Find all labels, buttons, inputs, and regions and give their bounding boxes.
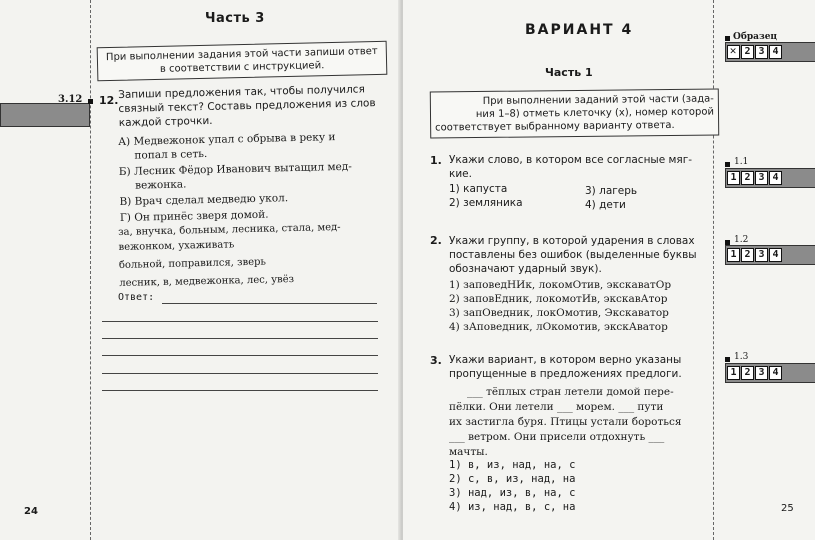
question-3-options [449, 458, 575, 514]
answer-box[interactable]: 4 [769, 366, 782, 380]
word-row: лесник, в, медвежонка, лес, увёз [119, 274, 295, 289]
word-row: больной, поправился, зверь [118, 256, 267, 271]
option: 3) над, из, в, на, с [449, 487, 576, 499]
question-3-number: 3. [430, 354, 442, 367]
question-3-text [449, 353, 682, 381]
question-line: пропущенные в предложениях предлоги. [449, 368, 682, 380]
answer-box[interactable]: 2 [741, 366, 754, 380]
passage-line: мачты. [449, 446, 488, 458]
option: 1) капуста [449, 183, 508, 195]
sentence-a: А) Медвежонок упал с обрыва в реку и попал в сеть. [118, 131, 336, 162]
option: 4) из, над, в, с, на [449, 501, 576, 513]
question-2-number: 2. [430, 234, 442, 247]
sample-answer-boxes [727, 45, 782, 59]
question-line: каждой строчки. [118, 114, 213, 129]
margin-marker [725, 357, 730, 362]
variant-title: ВАРИАНТ 4 [525, 22, 634, 38]
answer-label-1-2: 1.2 [734, 235, 749, 245]
answer-boxes-1-2[interactable] [727, 248, 782, 262]
answer-box[interactable]: 2 [741, 248, 754, 262]
option: 1) в, из, над, на, с [449, 459, 576, 471]
option: 2) заповЕдник, локомотИв, экскавАтор [449, 293, 668, 305]
question-line: Укажи вариант, в котором верно указаны [449, 354, 682, 366]
margin-marker [725, 36, 730, 41]
instruction-line: При выполнении заданий этой части (зада- [482, 93, 714, 107]
question-3-passage [449, 385, 711, 460]
question-1-number: 1. [430, 154, 442, 167]
sentence-list [118, 130, 353, 225]
answer-box[interactable]: 3 [755, 171, 768, 185]
answer-box: 2 [741, 45, 754, 59]
part-3-instruction: При выполнении задания этой части запиши ответ в соответствии с инструкцией. [97, 41, 388, 82]
answer-field-3-12 [0, 103, 90, 127]
instruction-line: соответствует выбранному варианту ответа. [435, 119, 675, 134]
option: 4) зАповедник, лОкомотив, экскАватор [449, 321, 668, 333]
cut-line [90, 0, 91, 540]
answer-box[interactable]: 1 [727, 171, 740, 185]
answer-box[interactable]: 1 [727, 366, 740, 380]
right-page [403, 0, 815, 540]
option: 2) с, в, из, над, на [449, 473, 576, 485]
answer-line[interactable] [102, 373, 378, 374]
passage-line: их застигла буря. Птицы устали бороться [449, 416, 682, 428]
question-line: кие. [449, 168, 472, 180]
question-1-text [449, 153, 692, 181]
answer-box[interactable]: 4 [769, 171, 782, 185]
option: 4) дети [585, 199, 626, 211]
answer-box[interactable]: 2 [741, 171, 754, 185]
answer-box[interactable]: 3 [755, 248, 768, 262]
option: 1) заповедНИк, локомОтив, экскаватОр [449, 279, 672, 291]
margin-label-3-12: 3.12 [58, 94, 83, 105]
question-line: Укажи группу, в которой ударения в словах [449, 235, 695, 247]
answer-label-1-1: 1.1 [734, 157, 749, 167]
sentence-b: Б) Лесник Фёдор Иванович вытащил мед- вежонка. [118, 160, 352, 192]
question-1-options-col2 [585, 184, 637, 212]
question-line: поставлены без ошибок (выделенные буквы [449, 249, 697, 261]
part-3-title: Часть 3 [205, 11, 265, 26]
passage-line: ___ ветром. Они присели отдохнуть ___ [449, 431, 665, 443]
question-line: связный текст? Составь предложения из слов [118, 97, 376, 115]
passage-line: пёлки. Они летели ___ морем. ___ пути [449, 401, 664, 413]
part-1-instruction [430, 88, 719, 138]
question-1-options-col1 [449, 182, 523, 210]
word-row: вежонком, ухаживать [118, 239, 235, 253]
answer-box[interactable]: 3 [755, 366, 768, 380]
answer-box[interactable]: 4 [769, 248, 782, 262]
sample-label: Образец [733, 32, 778, 42]
word-rows [118, 220, 342, 291]
answer-box: 4 [769, 45, 782, 59]
instruction-line: ния 1–8) отметь клеточку (х), номер которой [475, 106, 715, 121]
cut-line [713, 0, 714, 540]
margin-marker [88, 99, 93, 104]
left-page [0, 0, 402, 540]
answer-boxes-1-3[interactable] [727, 366, 782, 380]
passage-line: ___ тёплых стран летели домой пере- [467, 386, 674, 398]
part-1-title: Часть 1 [545, 66, 593, 79]
answer-line[interactable] [162, 303, 377, 304]
answer-line[interactable] [102, 321, 378, 322]
answer-label: Ответ: [118, 292, 155, 303]
question-line: Укажи слово, в котором все согласные мяг- [449, 154, 693, 166]
answer-box: 3 [755, 45, 768, 59]
question-2-options [449, 278, 671, 334]
sentence-c: В) Врач сделал медведю укол. [119, 192, 289, 208]
task-12-question [118, 82, 376, 130]
page-number-24: 24 [24, 506, 38, 517]
sentence-d: Г) Он принёс зверя домой. [119, 208, 269, 224]
answer-label-1-3: 1.3 [734, 352, 749, 362]
answer-line[interactable] [102, 338, 378, 339]
answer-line[interactable] [102, 390, 378, 391]
word-row: за, внучка, больным, лесника, стала, мед- [118, 221, 341, 238]
answer-line[interactable] [102, 355, 378, 356]
question-line: Запиши предложения так, чтобы получился [118, 83, 365, 101]
option: 3) лагерь [585, 185, 638, 197]
answer-boxes-1-1[interactable] [727, 171, 782, 185]
task-12-number: 12. [99, 94, 119, 107]
question-2-text [449, 234, 697, 276]
question-line: обозначают ударный звук). [449, 263, 602, 275]
page-number-25: 25 [781, 503, 794, 514]
option: 3) запОведник, локОмотив, Экскаватор [449, 307, 669, 319]
answer-box-crossed: ✕ [727, 45, 740, 59]
answer-box[interactable]: 1 [727, 248, 740, 262]
option: 2) земляника [449, 197, 523, 209]
margin-marker [725, 162, 730, 167]
